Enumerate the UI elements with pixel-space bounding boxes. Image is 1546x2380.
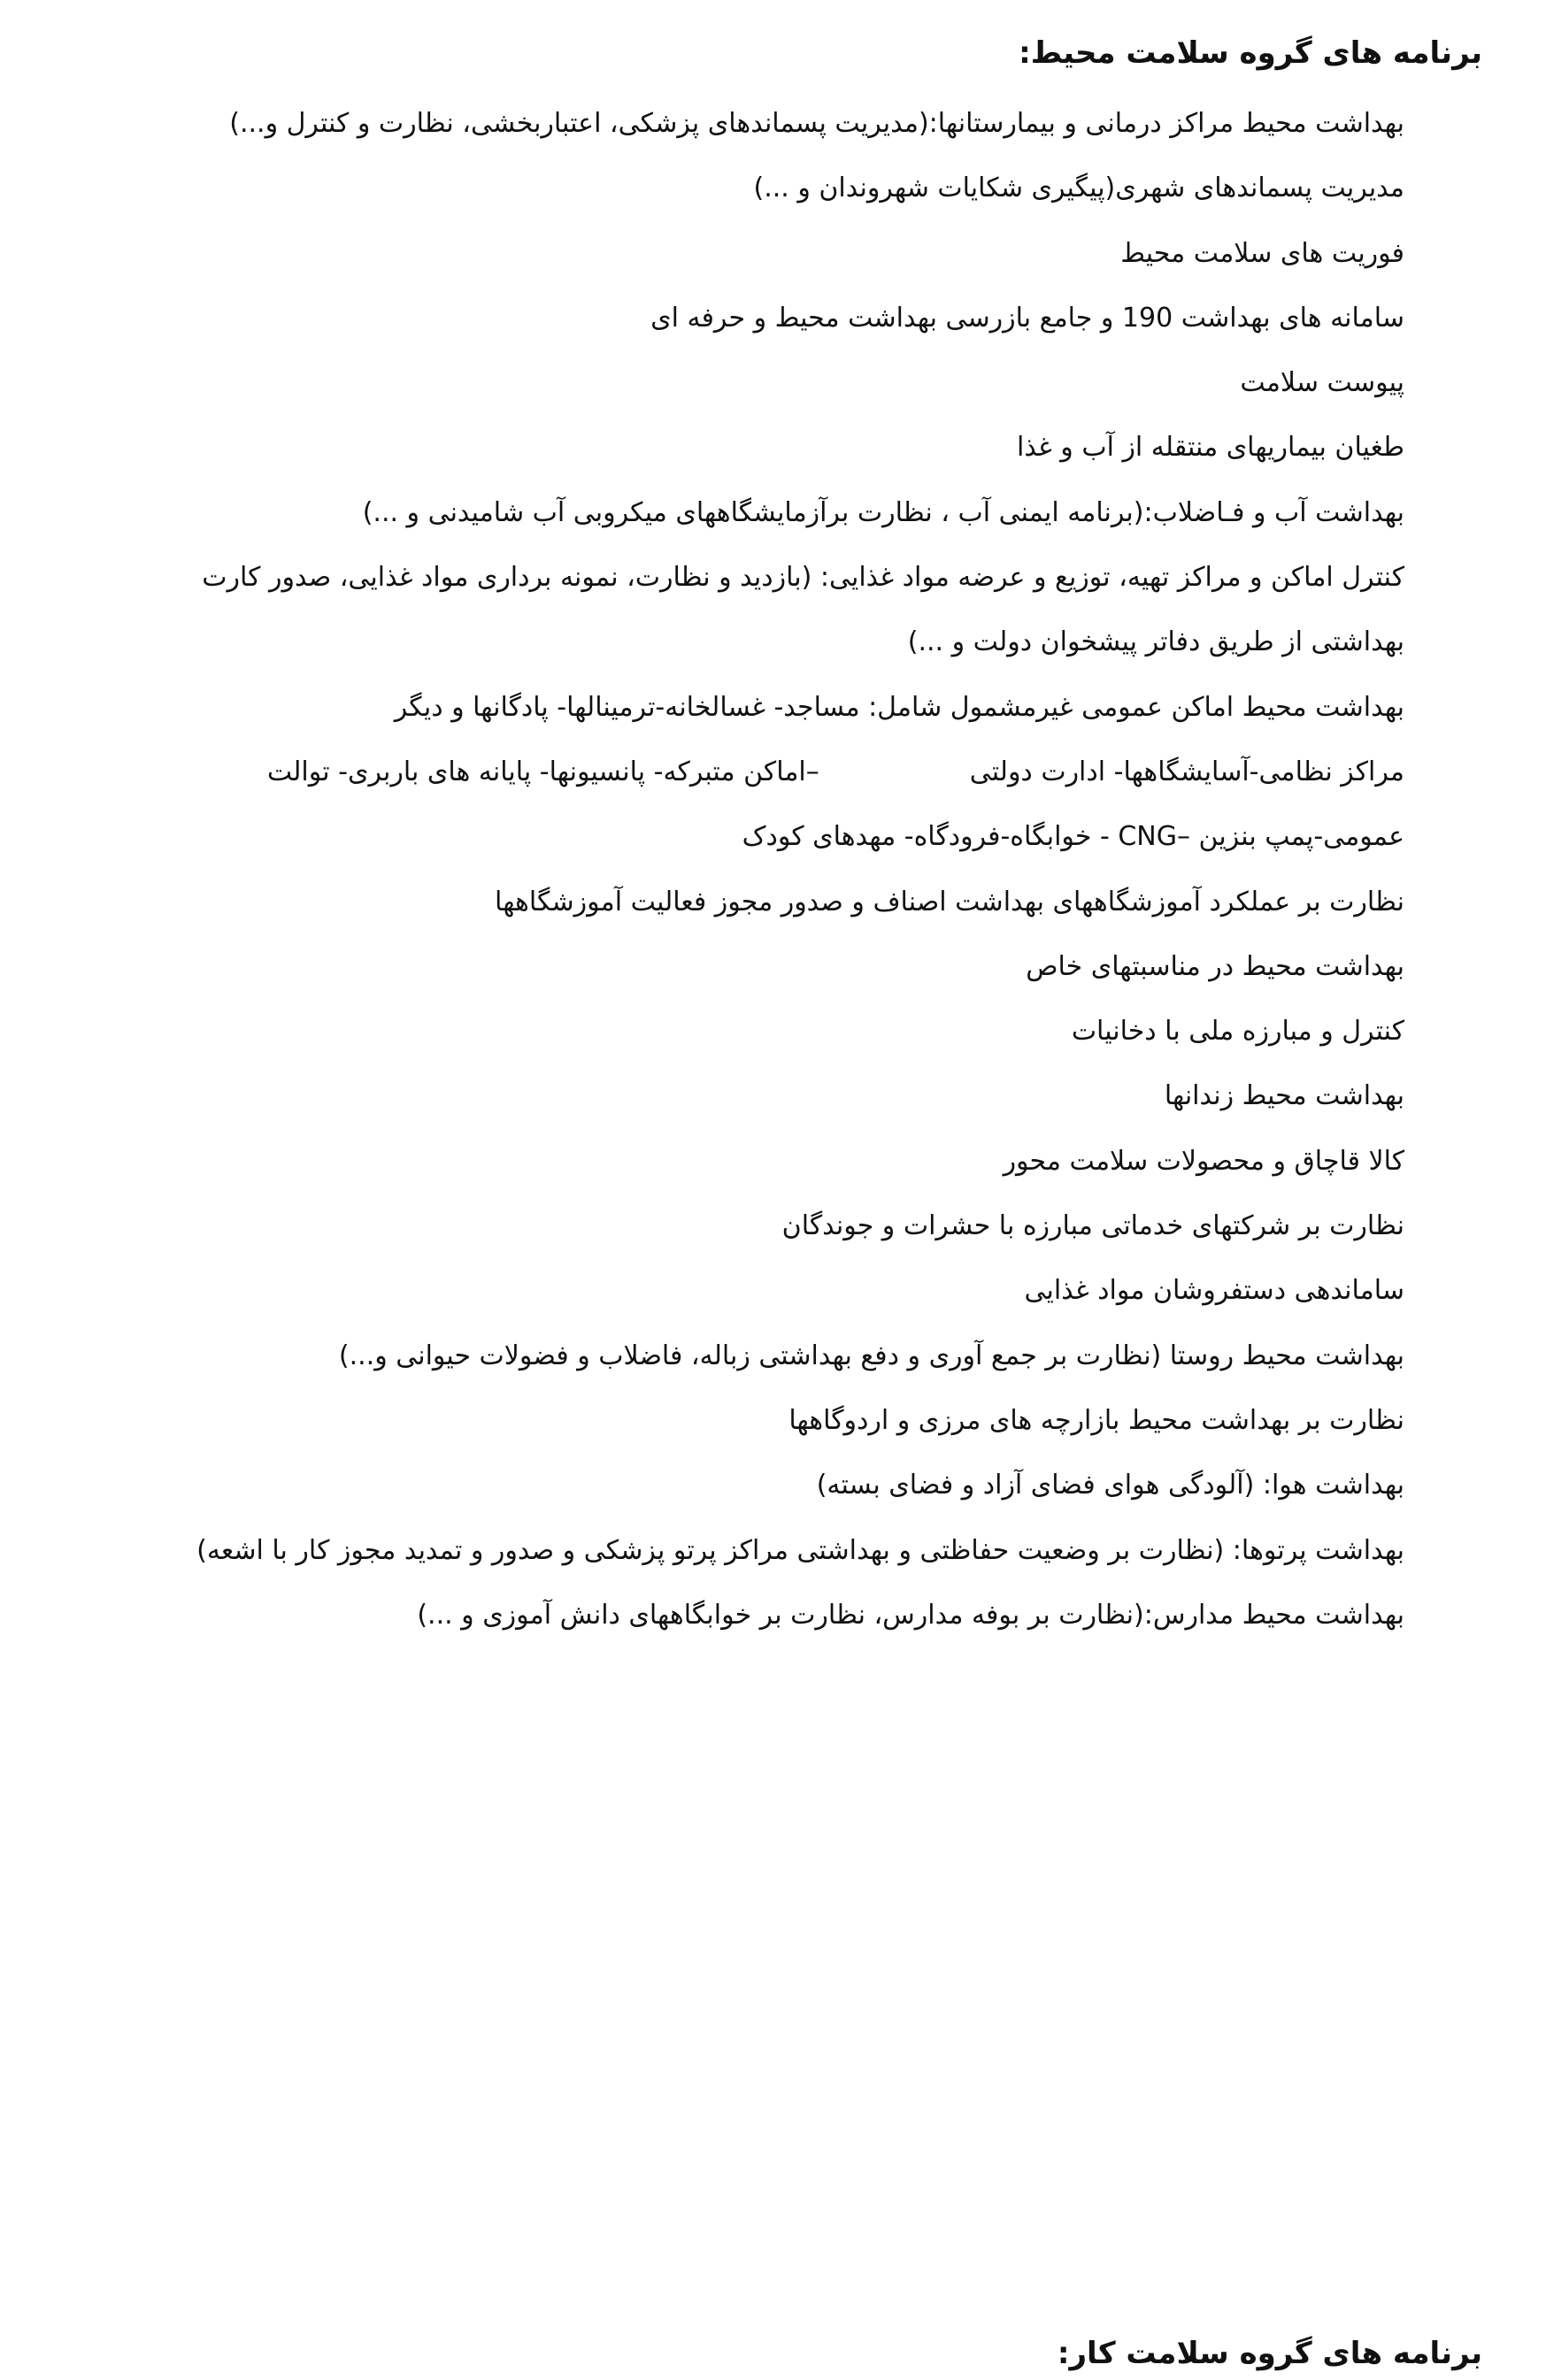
list-item-special-occasions-health: بهداشت محیط در مناسبتهای خاص (1026, 950, 1404, 982)
list-item-water-food-outbreaks: طغیان بیماریهای منتقله از آب و غذا (1017, 432, 1404, 464)
list-item-tobacco-control: کنترل و مبارزه ملی با دخانیات (1071, 1016, 1404, 1048)
list-item-air-health: بهداشت هوا: (آلودگی هوای فضای آزاد و فضای بسته) (816, 1470, 1404, 1501)
public-places-continued-part-1: مراکز نظامی-آسایشگاهها- ادارت دولتی (969, 756, 1404, 787)
list-item-border-markets-camps: نظارت بر بهداشت محیط بازارچه های مرزی و اردوگاهها (788, 1404, 1404, 1436)
list-item-radiation-health: بهداشت پرتوها: (نظارت بر وضعیت حفاظتی و بهداشتی مراکز پرتو پزشکی و صدور و تمدید مجوز کار با اشعه) (196, 1534, 1404, 1566)
list-item-municipal-waste-management: مدیریت پسماندهای شهری(پیگیری شکایات شهروندان و ...) (753, 173, 1404, 204)
list-item-smuggled-goods: کالا قاچاق و محصولات سلامت محور (1003, 1145, 1404, 1177)
list-item-public-places-health: بهداشت محیط اماکن عمومی غیرمشمول شامل: مساجد- غسالخانه-ترمینالها- پادگانها و دیگر (394, 691, 1404, 723)
list-item-health-appendix: پیوست سلامت (1240, 367, 1404, 399)
section-title-environmental-health: برنامه های گروه سلامت محیط: (1019, 35, 1482, 71)
list-item-food-premises-control: کنترل اماکن و مراکز تهیه، توزیع و عرضه مواد غذایی: (بازدید و نظارت، نمونه برداری مواد غذایی، صدور کارت بهداشتی از طریق دفاتر پیشخوان دولت و ...) (202, 562, 1404, 658)
environmental-health-program-list (33, 91, 1404, 1647)
list-item-health-190-systems: سامانه های بهداشت 190 و جامع بازرسی بهداشت محیط و حرفه ای (650, 302, 1404, 334)
section-title-occupational-health: برنامه های گروه سلامت کار: (1057, 2336, 1482, 2371)
list-item-training-institute-supervision: نظارت بر عملکرد آموزشگاههای بهداشت اصناف و صدور مجوز فعالیت آموزشگاهها (495, 886, 1404, 917)
list-item-school-environmental-health: بهداشت محیط مدارس:(نظارت بر بوفه مدارس، نظارت بر خوابگاههای دانش آموزی و ...) (417, 1599, 1404, 1631)
public-places-continued-part-2: –اماکن متبرکه- پانسیونها- پایانه های باربری- توالت (266, 756, 819, 787)
list-item-pest-control-companies: نظارت بر شرکتهای خدماتی مبارزه با حشرات و جوندگان (781, 1210, 1404, 1242)
list-item-food-vendors: ساماندهی دستفروشان مواد غذایی (1024, 1275, 1404, 1307)
list-item-environmental-health-emergencies: فوریت های سلامت محیط (1120, 237, 1404, 269)
list-item-rural-environmental-health: بهداشت محیط روستا (نظارت بر جمع آوری و دفع بهداشتی زباله، فاضلاب و فضولات حیوانی و...) (338, 1340, 1404, 1371)
list-item-hospital-environmental-health: بهداشت محیط مراکز درمانی و بیمارستانها:(مدیریت پسماندهای پزشکی، اعتباربخشی، نظارت و کنترل و...) (229, 108, 1404, 139)
list-item-prisons-health: بهداشت محیط زندانها (1164, 1080, 1404, 1112)
list-item-public-places-continued (33, 740, 1404, 804)
list-item-water-wastewater-health: بهداشت آب و فـاضلاب:(برنامه ایمنی آب ، نظارت برآزمایشگاههای میکروبی آب شامیدنی و ...) (362, 496, 1404, 528)
list-item-public-places-final-line: عمومی-پمپ بنزین –CNG - خوابگاه-فرودگاه- مهدهای کودک (742, 821, 1404, 853)
